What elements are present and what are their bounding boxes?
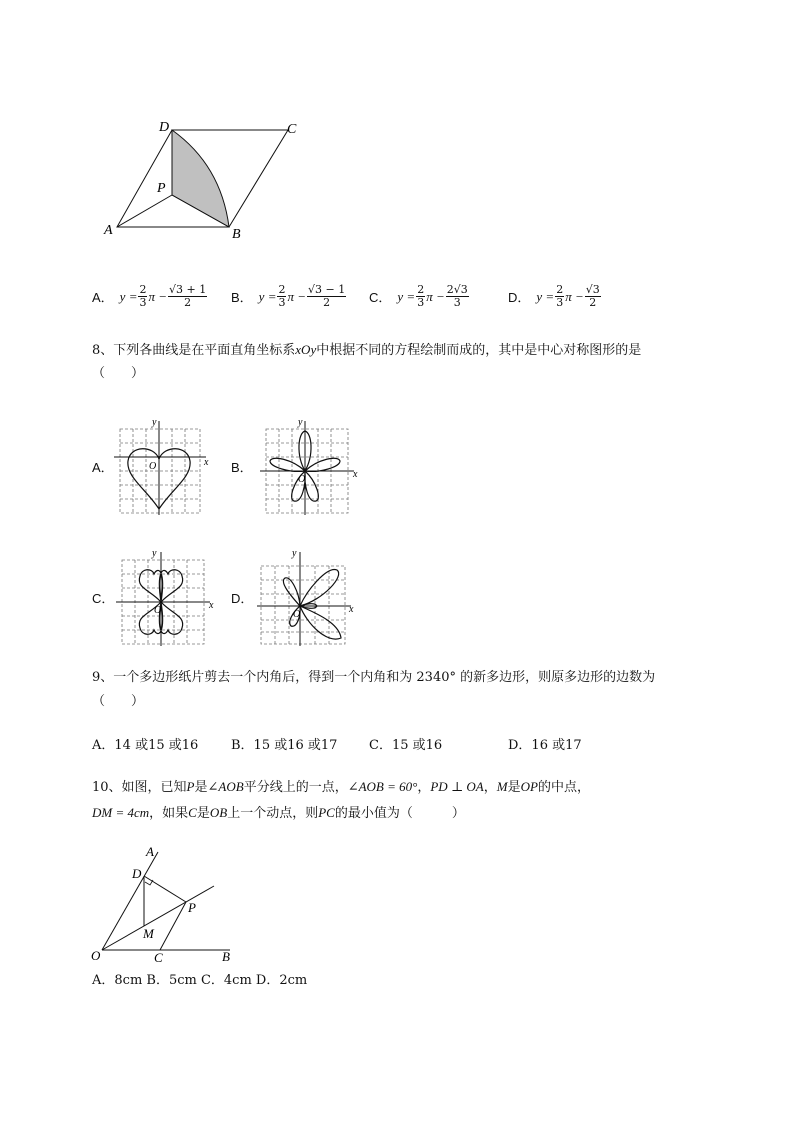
label-D: D: [132, 866, 142, 881]
q10-stem-line2: DM = 4cm，如果C是OB上一个动点，则PC的最小值为（ ）: [92, 805, 465, 821]
axis-x: x: [353, 469, 358, 480]
q10-options[interactable]: A．8cm B．5cm C．4cm D．2cm: [92, 973, 308, 988]
q9-option-a[interactable]: A．14 或15 或16: [92, 738, 199, 753]
fraction: $\frac{√3 + 1}{2}$: [169, 283, 207, 309]
label-P: P: [157, 181, 166, 196]
q8-answer-paren: （ ）: [92, 366, 145, 381]
q8-label-a[interactable]: A．: [92, 460, 114, 475]
fraction: $\frac{2}{3}$: [556, 283, 564, 309]
q7-option-b[interactable]: B． y = $\frac{2}{3}$ π − $\frac{√3 - 1}{2}$: [231, 283, 346, 309]
fraction: $\frac{√3}{2}$: [585, 283, 600, 309]
axis-y: y: [152, 548, 157, 559]
q8-label-b[interactable]: B．: [231, 460, 253, 475]
q9-option-c[interactable]: C．15 或16: [369, 738, 443, 753]
label-C: C: [154, 950, 163, 965]
fraction: $\frac{2}{3}$: [417, 283, 425, 309]
q7-option-c[interactable]: C． y = $\frac{2}{3}$ π − $\frac{2√3}{3}$: [369, 283, 468, 309]
q9-option-b[interactable]: B．15 或16 或17: [231, 738, 338, 753]
axis-x: x: [349, 604, 354, 615]
q10-angle-figure: [88, 842, 248, 968]
q9-stem: 9、一个多边形纸片剪去一个内角后，得到一个内角和为 2340° 的新多边形，则原多边形的边数为: [92, 670, 656, 685]
label-B: B: [232, 227, 241, 242]
label-O: O: [91, 948, 101, 963]
shaded-sector: [172, 130, 229, 227]
q8-stem: 8、下列各曲线是在平面直角坐标系xOy中根据不同的方程绘制而成的，其中是中心对称图形的是: [92, 342, 642, 358]
q8-label-d[interactable]: D．: [231, 591, 254, 606]
origin: O: [154, 605, 162, 616]
fraction: $\frac{2√3}{3}$: [446, 283, 468, 309]
q9-answer-paren: （ ）: [92, 694, 145, 709]
q8-graph-b-flower: [258, 415, 362, 519]
origin: O: [298, 474, 306, 485]
q9-option-d[interactable]: D．16 或17: [508, 738, 582, 753]
rhombus-figure: [95, 115, 315, 245]
axis-y: y: [298, 417, 303, 428]
fraction: $\frac{√3 - 1}{2}$: [308, 283, 346, 309]
axis-y: y: [292, 548, 297, 559]
axis-y: y: [152, 417, 157, 428]
origin: O: [149, 461, 157, 472]
label-M: M: [143, 926, 154, 941]
q7-option-d[interactable]: D． y = $\frac{2}{3}$ π − $\frac{√3}{2}$: [508, 283, 600, 309]
q10-stem-line1: 10、如图，已知P是∠AOB平分线上的一点，∠AOB = 60°，PD ⊥ OA，M是OP的中点，: [92, 779, 590, 795]
label-A: A: [104, 223, 113, 238]
origin: O: [293, 609, 301, 620]
axis-x: x: [204, 457, 209, 468]
q8-label-c[interactable]: C．: [92, 591, 115, 606]
fraction: $\frac{2}{3}$: [139, 283, 147, 309]
label-A: A: [146, 844, 154, 859]
label-P: P: [188, 900, 196, 915]
q8-graph-d-leaves: [255, 546, 359, 650]
label-D: D: [159, 120, 170, 135]
q7-option-a[interactable]: A． y = $\frac{2}{3}$ π − $\frac{√3 + 1}{2}$: [92, 283, 207, 309]
label-C: C: [287, 122, 297, 137]
fraction: $\frac{2}{3}$: [278, 283, 286, 309]
label-B: B: [222, 949, 230, 964]
q8-graph-a-heart: [112, 415, 212, 519]
axis-x: x: [209, 600, 214, 611]
q8-graph-c-clover: [114, 546, 218, 650]
